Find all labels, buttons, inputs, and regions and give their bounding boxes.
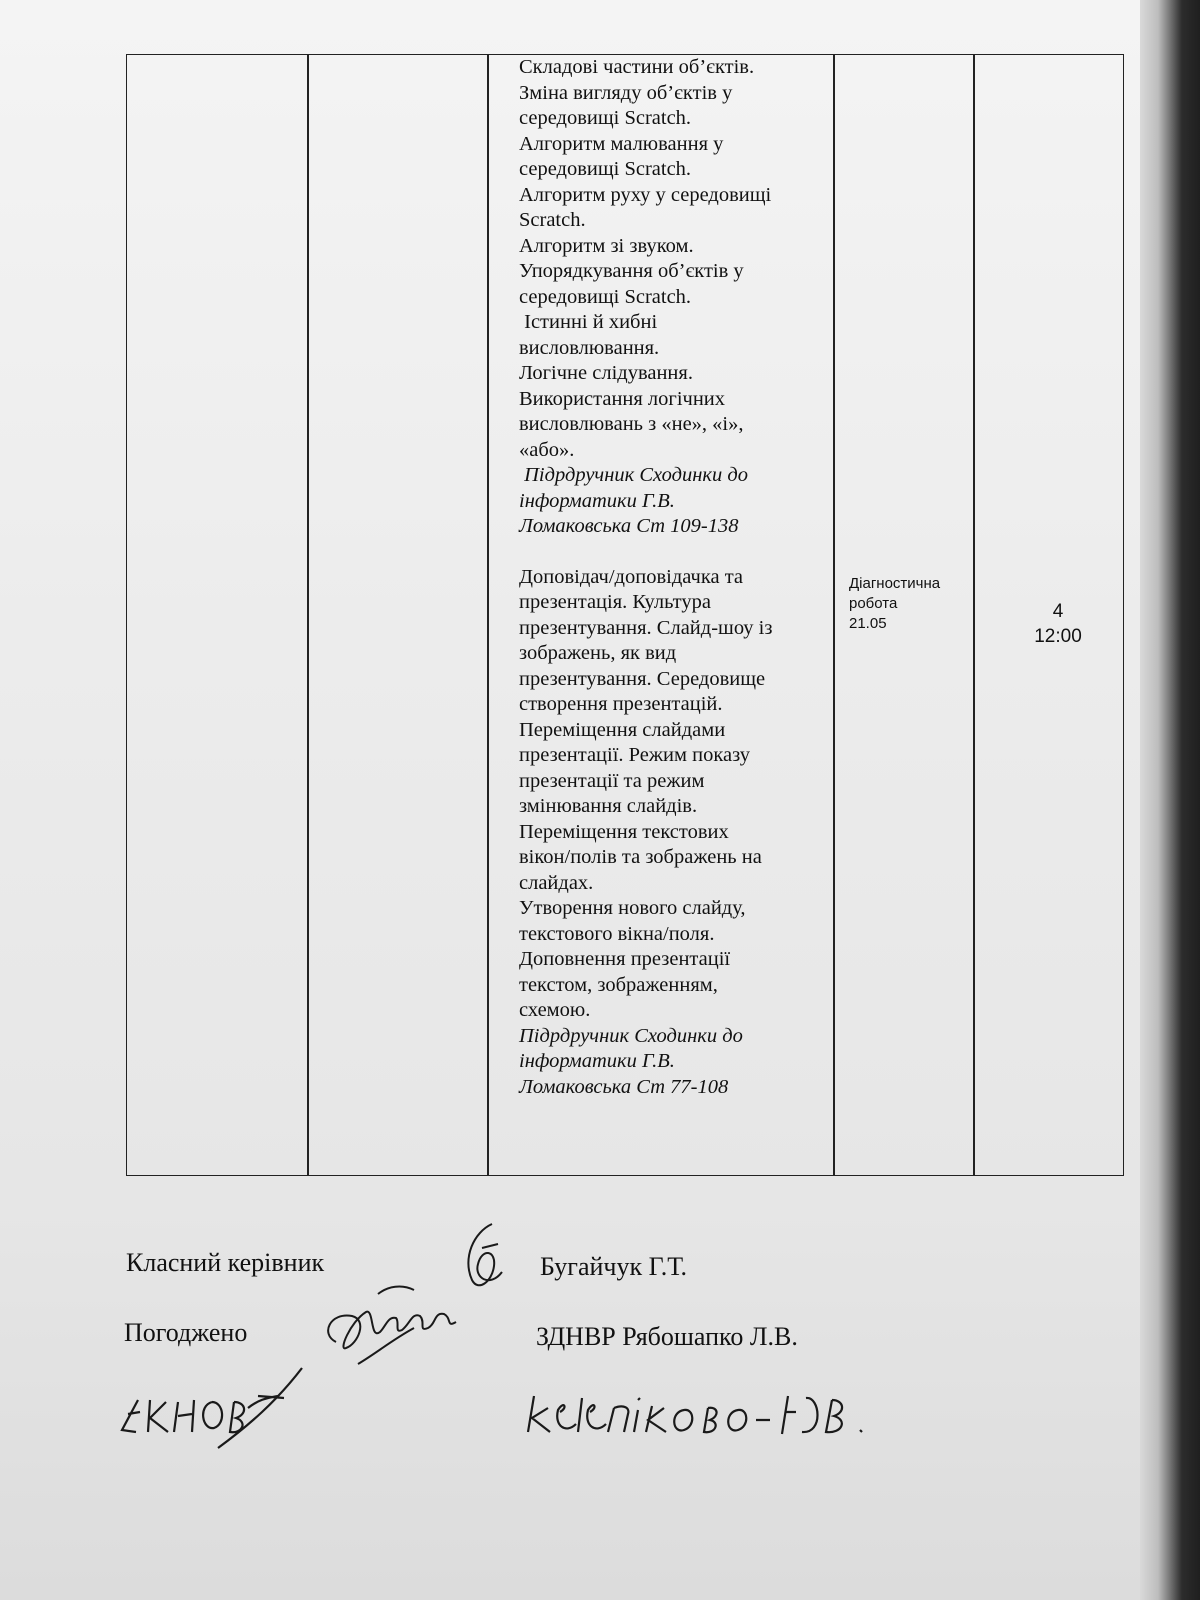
topic-line: Алгоритм руху у середовищі xyxy=(519,183,772,206)
table-column-divider xyxy=(487,55,489,1175)
assessment-type-2: робота xyxy=(849,595,898,612)
handwritten-note-left xyxy=(108,1352,308,1462)
topic-line: Ломаковська Ст 109-138 xyxy=(519,515,739,537)
topic-line: текстом, зображенням, xyxy=(519,973,718,996)
topic-line: Ломаковська Ст 77-108 xyxy=(519,1075,729,1098)
teacher-label: Класний керівник xyxy=(126,1248,325,1277)
topic-line: середовищі Scratch. xyxy=(519,158,692,180)
topic-line: презентування. Слайд-шоу із xyxy=(519,616,773,639)
topic-line: висловлювання. xyxy=(519,336,660,359)
teacher-name: Бугайчук Г.Т. xyxy=(540,1252,687,1281)
topic-line: Scratch. xyxy=(519,209,586,231)
hours-count: 4 xyxy=(1052,601,1064,622)
topic-line: презентації. Режим показу xyxy=(519,744,751,766)
topic-line: вікон/полів та зображень на xyxy=(519,846,762,868)
topic-line: Підрдручник Сходинки до xyxy=(519,464,748,486)
approved-name: ЗДНВР Рябошапко Л.В. xyxy=(536,1322,798,1351)
topic-line: Складові частини об’єктів. xyxy=(519,56,755,78)
topic-line: зображень, як вид xyxy=(519,642,677,664)
topic-line: Істинні й хибні xyxy=(519,311,658,333)
page-edge-shadow xyxy=(1140,0,1200,1600)
topic-line: слайдах. xyxy=(519,871,594,894)
topic-line: Доповнення презентації xyxy=(519,948,731,970)
hours-cell xyxy=(995,599,1121,649)
topic-line: презентування. Середовище xyxy=(519,667,766,690)
topic-line: Використання логічних xyxy=(519,387,726,410)
assessment-type: Діагностична xyxy=(849,575,941,592)
assessment-cell xyxy=(849,574,979,634)
topic-line: середовищі Scratch. xyxy=(519,285,692,308)
topic-line: інформатики Г.В. xyxy=(519,1050,675,1072)
table-column-divider xyxy=(307,55,309,1175)
topic-line: змінювання слайдів. xyxy=(519,795,698,817)
topic-line: презентація. Культура xyxy=(519,591,711,613)
topics-cell xyxy=(519,55,837,1100)
topic-line: Переміщення текстових xyxy=(519,820,729,843)
assessment-date: 21.05 xyxy=(849,615,887,632)
curriculum-table xyxy=(126,54,1124,1176)
topic-line: середовищі Scratch. xyxy=(519,107,692,129)
topic-line: Підрдручник Сходинки до xyxy=(519,1024,743,1047)
topic-line: Доповідач/доповідачка та xyxy=(519,565,744,588)
lesson-time: 12:00 xyxy=(1034,626,1082,647)
topic-line: Утворення нового слайду, xyxy=(519,897,746,919)
topic-line: Переміщення слайдами xyxy=(519,718,726,741)
topic-line: Алгоритм зі звуком. xyxy=(519,234,694,257)
topic-line: Логічне слідування. xyxy=(519,362,693,384)
topic-line: інформатики Г.В. xyxy=(519,489,675,512)
topic-line: схемою. xyxy=(519,999,591,1021)
topic-line: презентації та режим xyxy=(519,769,705,792)
approved-label: Погоджено xyxy=(124,1318,248,1347)
topic-line: Зміна вигляду об’єктів у xyxy=(519,81,733,104)
topic-line: висловлювань з «не», «і», xyxy=(519,413,744,435)
handwritten-note-right xyxy=(520,1378,890,1448)
topic-line: створення презентацій. xyxy=(519,693,723,715)
topic-line: Упорядкування об’єктів у xyxy=(519,260,744,282)
approval-signature xyxy=(318,1282,468,1382)
blank-line xyxy=(519,540,837,565)
topic-line: Алгоритм малювання у xyxy=(519,132,724,155)
topic-line: текстового вікна/поля. xyxy=(519,922,715,945)
topic-line: «або». xyxy=(519,438,575,461)
